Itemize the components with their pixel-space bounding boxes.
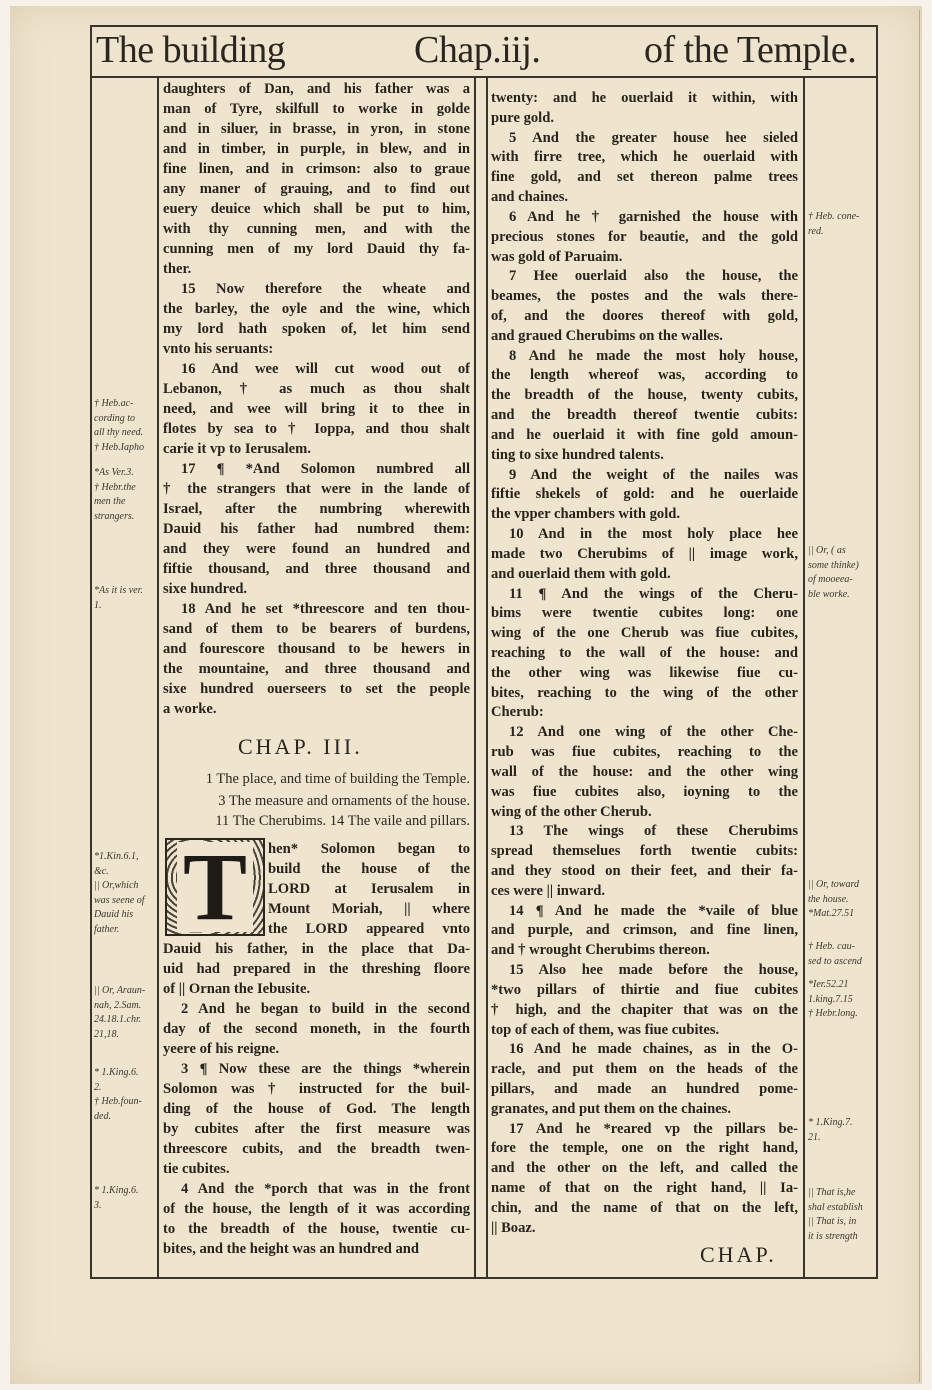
margin-note: 2. xyxy=(94,1081,102,1093)
margin-note: || Or, toward xyxy=(808,879,859,890)
text-line: 2 And he began to build in the second xyxy=(181,1001,470,1017)
text-line: precious stones for beautie, and the gold xyxy=(491,229,798,245)
margin-note: 1. xyxy=(94,599,102,611)
margin-note: || That is,he xyxy=(808,1187,856,1198)
text-line: and they stood on their feet, and their fa- xyxy=(491,863,798,879)
drop-cap-letter: T xyxy=(177,842,253,932)
text-line: 15 Now therefore the wheate and xyxy=(181,281,470,297)
margin-note: Dauid his xyxy=(94,909,134,920)
text-line: 13 The wings of these Cherubims xyxy=(509,823,798,839)
text-line: flotes by sea to † Ioppa, and thou shalt xyxy=(163,421,470,437)
ornamented-drop-cap xyxy=(165,833,265,940)
text-line: || Boaz. xyxy=(491,1220,536,1236)
chapter-summary-line: 3 The measure and ornaments of the house. xyxy=(218,793,470,809)
text-line: Dauid his father, in the place that Da- xyxy=(163,941,470,957)
margin-note: strangers. xyxy=(94,510,135,522)
text-line: ces were || inward. xyxy=(491,883,605,899)
column-rule xyxy=(803,78,805,1277)
text-line: and chaines. xyxy=(491,189,569,205)
margin-note: *Ier.52.21 xyxy=(808,979,849,990)
text-line: 3 ¶ Now these are the things *wherein xyxy=(181,1061,470,1077)
text-line: by cubites after the first measure was xyxy=(163,1121,470,1137)
text-line: wall of the house: and the other wing xyxy=(491,764,798,780)
text-line: fiftie thousand, and three thousand and xyxy=(163,561,470,577)
text-line: *two pillars of thirtie and fiue cubites xyxy=(491,982,798,998)
text-line: sand of them to be bearers of burdens, xyxy=(163,621,470,637)
margin-note: || Or,which xyxy=(94,880,139,891)
text-line: the barley, the oyle and the wine, which xyxy=(163,301,470,317)
text-line: † high, and the chapiter that was on the xyxy=(491,1002,798,1018)
margin-note: *As it is ver. xyxy=(94,585,143,596)
text-line: was gold of Paruaim. xyxy=(491,249,623,265)
text-line: Solomon was † instructed for the buil- xyxy=(163,1081,470,1097)
frame-right xyxy=(876,25,878,1279)
text-line: of, and the doores thereof with gold, xyxy=(491,308,798,324)
running-head-chapter: Chap.iij. xyxy=(414,29,541,71)
margin-note: ded. xyxy=(94,1110,111,1122)
text-line: with thy cunning men, and with the xyxy=(163,221,470,237)
text-line: ting to sixe hundred talents. xyxy=(491,447,664,463)
text-line: yeere of his reigne. xyxy=(163,1041,280,1057)
margin-note: *Mat.27.51 xyxy=(808,908,855,919)
margin-note: † Heb. cau- xyxy=(808,941,855,952)
margin-note: red. xyxy=(808,225,824,237)
margin-note: 1.king.7.15 xyxy=(808,993,853,1005)
catchword: CHAP. xyxy=(700,1242,777,1267)
text-line: fine gold, and set thereon palme trees xyxy=(491,169,798,185)
text-line: cunning men of my lord Dauid thy fa- xyxy=(163,241,470,257)
text-line: 14 ¶ And he made the *vaile of blue xyxy=(509,903,798,919)
text-line: build the house of the xyxy=(268,861,470,877)
margin-note: some thinke) xyxy=(808,559,859,571)
text-line: 6 And he † garnished the house with xyxy=(509,209,798,225)
text-line: and graued Cherubims on the walles. xyxy=(491,328,723,344)
text-line: 8 And he made the most holy house, xyxy=(509,348,798,364)
margin-note: ble worke. xyxy=(808,588,850,600)
margin-note: father. xyxy=(94,923,120,935)
text-line: any maner of grauing, and to find out xyxy=(163,181,470,197)
text-line: of the house, the length of it was according xyxy=(163,1201,470,1217)
text-line: and they were found an hundred and xyxy=(163,541,470,557)
text-line: 11 ¶ And the wings of the Cheru- xyxy=(509,586,798,602)
text-line: 5 And the greater house hee sieled xyxy=(509,130,798,146)
text-line: Mount Moriah, || where xyxy=(268,901,470,917)
text-line: threescore cubits, and the breadth twen- xyxy=(163,1141,470,1157)
margin-note: 21. xyxy=(808,1131,821,1143)
running-head-right: of the Temple. xyxy=(644,29,857,71)
text-line: pillars, and made an hundred pome- xyxy=(491,1081,798,1097)
text-line: uid had prepared in the threshing floore xyxy=(163,961,470,977)
text-line: fore the temple, one on the right hand, xyxy=(491,1140,798,1156)
chapter-heading: CHAP. III. xyxy=(238,734,363,759)
text-line: bites, and the height was an hundred and xyxy=(163,1241,420,1257)
margin-note: 3. xyxy=(94,1199,102,1211)
text-line: name of that on the right hand, || Ia- xyxy=(491,1180,798,1196)
column-rule xyxy=(157,78,159,1277)
text-line: 4 And the *porch that was in the front xyxy=(181,1181,470,1197)
text-line: with firre tree, which he ouerlaid with xyxy=(491,149,798,165)
text-line: made two Cherubims of || image work, xyxy=(491,546,798,562)
text-line: to the breadth of the house, twentie cu- xyxy=(163,1221,470,1237)
text-line: 9 And the weight of the nailes was xyxy=(509,467,798,483)
margin-note: * 1.King.6. xyxy=(94,1185,139,1196)
margin-note: was seene of xyxy=(94,894,145,906)
text-line: Israel, after the numbring wherewith xyxy=(163,501,470,517)
text-line: and † wrought Cherubims thereon. xyxy=(491,942,710,958)
margin-note: || Or, Araun- xyxy=(94,985,146,996)
text-line: the breadth of the house, twenty cubits, xyxy=(491,387,798,403)
text-line: ding of the house of God. The length xyxy=(163,1101,470,1117)
text-line: vnto his seruants: xyxy=(163,341,274,357)
margin-note: † Hebr.long. xyxy=(808,1008,858,1019)
margin-note: the house. xyxy=(808,893,849,905)
chapter-summary-line: 11 The Cherubims. 14 The vaile and pillars. xyxy=(215,813,470,829)
text-line: top of each of them, was fiue cubites. xyxy=(491,1022,720,1038)
text-line: twenty: and he ouerlaid it within, with xyxy=(491,90,798,106)
text-line: and purple, and crimson, and fine linen, xyxy=(491,922,798,938)
text-line: daughters of Dan, and his father was a xyxy=(163,81,470,97)
text-line: the LORD appeared vnto xyxy=(268,921,470,937)
text-line: and fourescore thousand to be hewers in xyxy=(163,641,470,657)
margin-note: sed to ascend xyxy=(808,955,862,967)
text-line: chin, and the name of that on the left, xyxy=(491,1200,798,1216)
margin-note: of mooeea- xyxy=(808,574,853,585)
text-line: need, and wee will bring it to thee in xyxy=(163,401,470,417)
margin-note: men the xyxy=(94,496,126,507)
margin-note: * 1.King.7. xyxy=(808,1117,853,1128)
text-line: ther. xyxy=(163,261,192,277)
text-line: my lord hath spoken of, let him send xyxy=(163,321,470,337)
text-line: reaching to the wall of the house: and xyxy=(491,645,798,661)
text-line: Lebanon, † as much as thou shalt xyxy=(163,381,470,397)
text-line: was fiue cubites also, ioyning to the xyxy=(491,784,798,800)
text-line: carie it vp to Ierusalem. xyxy=(163,441,311,457)
margin-note: &c. xyxy=(94,865,109,877)
margin-note: * 1.King.6. xyxy=(94,1067,139,1078)
chapter-summary-line: 1 The place, and time of building the Temple. xyxy=(205,771,470,787)
text-line: fiftie shekels of gold: and he ouerlaide xyxy=(491,486,798,502)
text-line: the length whereof was, according to xyxy=(491,367,798,383)
text-line: 17 And he *reared vp the pillars be- xyxy=(509,1121,798,1137)
text-line: tie cubites. xyxy=(163,1161,230,1177)
text-line: 18 And he set *threescore and ten thou- xyxy=(181,601,470,617)
text-line: bites, reaching to the wing of the other xyxy=(491,685,798,701)
text-line: fine linen, and in crimson: also to graue xyxy=(163,161,470,177)
text-line: and he ouerlaid it with fine gold amoun- xyxy=(491,427,798,443)
text-line: wing of the one Cherub was fiue cubites, xyxy=(491,625,798,641)
text-line: sixe hundred ouerseers to set the people xyxy=(163,681,470,697)
text-line: and in siluer, in brasse, in yron, in stone xyxy=(163,121,470,137)
margin-note: † Heb.foun- xyxy=(94,1096,142,1107)
text-line: Cherub: xyxy=(491,704,544,720)
margin-note: || That is, in xyxy=(808,1216,857,1227)
text-line: pure gold. xyxy=(491,110,554,126)
text-line: sixe hundred. xyxy=(163,581,248,597)
margin-note: † Heb. cone- xyxy=(808,211,860,222)
margin-note: || Or, ( as xyxy=(808,545,846,556)
margin-note: † Heb.Iapho xyxy=(94,441,144,453)
text-line: beames, the postes and the wals there- xyxy=(491,288,798,304)
margin-note: cording to xyxy=(94,412,136,424)
text-line: the mountaine, and three thousand and xyxy=(163,661,470,677)
margin-note: *1.Kin.6.1, xyxy=(94,851,139,862)
margin-note: all thy need. xyxy=(94,427,144,438)
text-line: granates, and put them on the chaines. xyxy=(491,1101,732,1117)
frame-left xyxy=(90,25,92,1279)
frame-bottom xyxy=(90,1277,878,1279)
text-line: † the strangers that were in the lande of xyxy=(163,481,470,497)
text-line: 16 And he made chaines, as in the O- xyxy=(509,1041,798,1057)
text-line: of || Ornan the Iebusite. xyxy=(163,981,311,997)
text-line: the other wing was likewise fiue cu- xyxy=(491,665,798,681)
margin-note: † Heb.ac- xyxy=(94,398,134,409)
text-line: and ouerlaid them with gold. xyxy=(491,566,671,582)
frame-top xyxy=(90,25,878,27)
text-line: Dauid his father had numbred them: xyxy=(163,521,470,537)
text-line: the vpper chambers with gold. xyxy=(491,506,681,522)
text-line: wing of the other Cherub. xyxy=(491,804,652,820)
text-line: 16 And wee will cut wood out of xyxy=(181,361,470,377)
text-line: LORD at Ierusalem in xyxy=(268,881,470,897)
text-line: racle, and put them on the heads of the xyxy=(491,1061,798,1077)
margin-note: *As Ver.3. xyxy=(94,467,134,478)
margin-note: 24.18.1.chr. xyxy=(94,1014,142,1025)
text-line: and the breadth thereof twentie cubits: xyxy=(491,407,798,423)
text-line: spread themselues forth twentie cubits: xyxy=(491,843,798,859)
text-line: day of the second moneth, in the fourth xyxy=(163,1021,470,1037)
text-line: 12 And one wing of the other Che- xyxy=(509,724,798,740)
text-line: euery deuice which shall be put to him, xyxy=(163,201,470,217)
text-line: 17 ¶ *And Solomon numbred all xyxy=(181,461,470,477)
margin-note: it is strength xyxy=(808,1230,858,1242)
margin-note: 21,18. xyxy=(94,1028,119,1040)
margin-note: nah, 2.Sam. xyxy=(94,999,142,1011)
column-rule xyxy=(486,78,488,1277)
text-line: 7 Hee ouerlaid also the house, the xyxy=(509,268,798,284)
running-head-left: The building xyxy=(96,29,286,71)
text-line: bims were twentie cubites long: one xyxy=(491,605,798,621)
text-line: and the other on the left, and called the xyxy=(491,1160,798,1176)
text-line: and in timber, in purple, in blew, and in xyxy=(163,141,470,157)
text-line: rub was fiue cubites, reaching to the xyxy=(491,744,798,760)
text-line: hen* Solomon began to xyxy=(268,841,470,857)
text-line: a worke. xyxy=(163,701,217,717)
text-line: man of Tyre, skilfull to worke in golde xyxy=(163,101,470,117)
header-underline xyxy=(90,76,878,78)
text-line: 10 And in the most holy place hee xyxy=(509,526,798,542)
margin-note: † Hebr.the xyxy=(94,481,136,493)
margin-note: shal establish xyxy=(808,1201,863,1213)
text-line: 15 Also hee made before the house, xyxy=(509,962,798,978)
scan-edge xyxy=(919,10,920,1382)
column-rule xyxy=(474,78,476,1277)
